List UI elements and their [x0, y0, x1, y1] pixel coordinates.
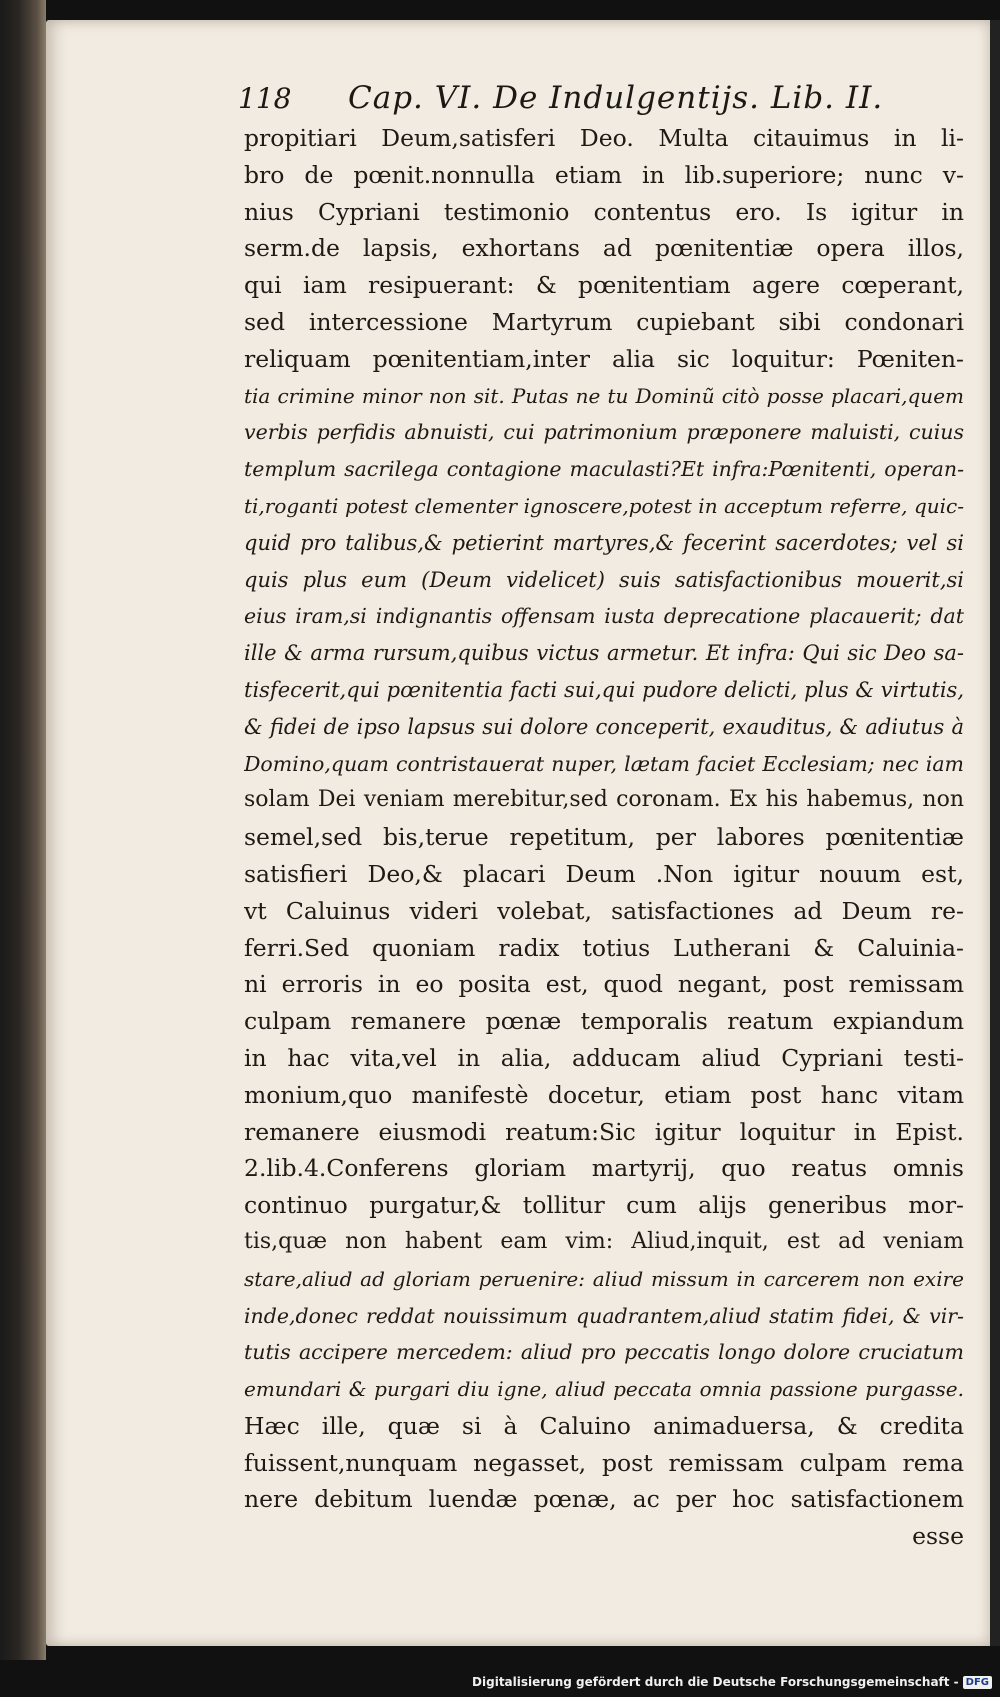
text-line: tis,quæ non habent eam vim: Aliud,inquit, est ad veniam	[244, 1228, 964, 1254]
text-line: ti,roganti potest clementer ignoscere,potest in acceptum referre, quic-	[244, 493, 964, 518]
text-line: satisfieri Deo,& placari Deum .Non igitur nouum est,	[244, 859, 964, 888]
text-line: solam Dei veniam merebitur,sed coronam. Ex his habemus, non	[244, 787, 964, 813]
text-line: continuo purgatur,& tollitur cum alijs generibus mor-	[244, 1191, 964, 1220]
text-line: stare,aliud ad gloriam peruenire: aliud missum in carcerem non exire	[244, 1266, 964, 1291]
digitization-footer	[472, 1669, 992, 1695]
running-title: Cap. VI. De Indulgentijs. Lib. II.	[348, 80, 884, 116]
text-line: sed intercessione Martyrum cupiebant sibi condonari	[244, 307, 964, 336]
text-line: emundari & purgari diu igne, aliud peccata omnia passione purgasse.	[244, 1377, 964, 1402]
text-line: inde,donec reddat nouissimum quadrantem,aliud statim fidei, & vir-	[244, 1303, 964, 1328]
text-line: vt Caluinus videri volebat, satisfactiones ad Deum re-	[244, 896, 964, 925]
text-line: ille & arma rursum,quibus victus armetur. Et infra: Qui sic Deo sa-	[244, 641, 964, 666]
text-line: quid pro talibus,& petierint martyres,& fecerint sacerdotes; vel si	[244, 530, 964, 555]
text-line: remanere eiusmodi reatum:Sic igitur loquitur in Epist.	[244, 1117, 964, 1146]
text-line: propitiari Deum,satisferi Deo. Multa citauimus in li-	[244, 124, 964, 152]
text-line: culpam remanere pœnæ temporalis reatum expiandum	[244, 1007, 964, 1036]
text-line: 2.lib.4.Conferens gloriam martyrij, quo reatus omnis	[244, 1154, 964, 1183]
text-line: fuissent,nunquam negasset, post remissam culpam rema	[244, 1448, 964, 1477]
text-line: Domino,quam contristauerat nuper, lætam faciet Ecclesiam; nec iam	[244, 751, 964, 776]
text-line: in hac vita,vel in alia, adducam aliud Cypriani testi-	[244, 1043, 964, 1072]
text-line: bro de pœnit.nonnulla etiam in lib.superiore; nunc v-	[244, 160, 964, 189]
text-line: templum sacrilega contagione maculasti?Et infra:Pœnitenti, operan-	[244, 457, 964, 482]
text-line: serm.de lapsis, exhortans ad pœnitentiæ opera illos,	[244, 234, 964, 263]
page-number: 118	[238, 82, 292, 115]
book-binding-edge	[0, 0, 46, 1660]
text-line: nius Cypriani testimonio contentus ero. Is igitur in	[244, 197, 964, 226]
text-line: ferri.Sed quoniam radix totius Lutherani & Caluinia-	[244, 933, 964, 962]
text-line: semel,sed bis,terue repetitum, per labores pœnitentiæ	[244, 823, 964, 852]
text-line: qui iam resipuerant: & pœnitentiam agere cœperant,	[244, 271, 964, 300]
body-text	[244, 120, 964, 1555]
page-right-edge	[990, 20, 1000, 1646]
text-line: reliquam pœnitentiam,inter alia sic loquitur: Pœniten-	[244, 344, 964, 373]
catchword: esse	[912, 1522, 964, 1551]
text-line: eius iram,si indignantis offensam iusta deprecatione placauerit; dat	[244, 604, 964, 629]
text-line: tisfecerit,qui pœnitentia facti sui,qui pudore delicti, plus & virtutis,	[244, 677, 964, 702]
funding-credit: Digitalisierung gefördert durch die Deutsche Forschungsgemeinschaft -	[472, 1675, 959, 1689]
text-line: tia crimine minor non sit. Putas ne tu Dominũ citò posse placari,quem	[244, 383, 964, 408]
text-line: tutis accipere mercedem: aliud pro peccatis longo dolore cruciatum	[244, 1340, 964, 1365]
text-line: Hæc ille, quæ si à Caluino animaduersa, & credita	[244, 1411, 964, 1440]
text-line: verbis perfidis abnuisti, cui patrimonium præponere maluisti, cuius	[244, 420, 964, 445]
text-line: ni erroris in eo posita est, quod negant, post remissam	[244, 970, 964, 999]
dfg-logo: DFG	[963, 1676, 992, 1689]
text-line: nere debitum luendæ pœnæ, ac per hoc satisfactionem	[244, 1485, 964, 1514]
text-line: monium,quo manifestè docetur, etiam post hanc vitam	[244, 1080, 964, 1109]
text-line: & fidei de ipso lapsus sui dolore conceperit, exauditus, & adiutus à	[244, 714, 964, 739]
text-line: quis plus eum (Deum videlicet) suis satisfactionibus mouerit,si	[244, 567, 964, 592]
